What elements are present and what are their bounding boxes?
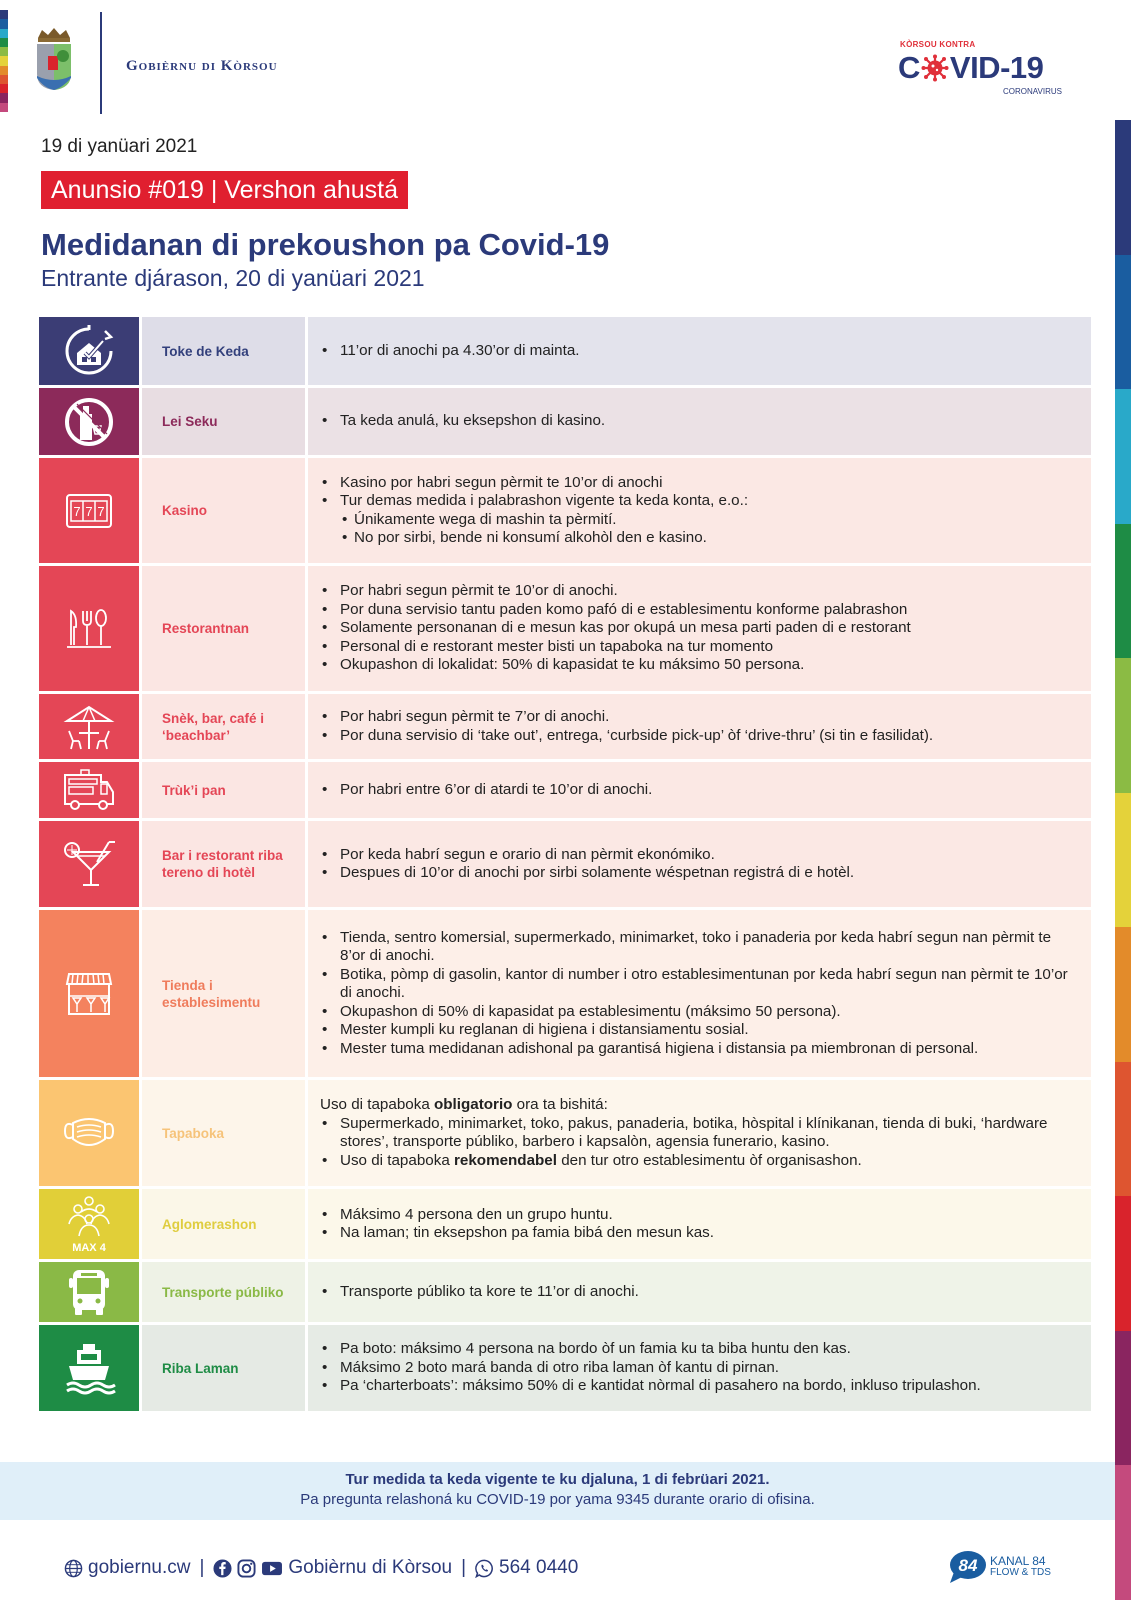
measure-intro xyxy=(320,1096,1079,1115)
kanal-providers: FLOW & TDS xyxy=(990,1567,1051,1578)
measure-bullet: • Despues di 10’or di anochi por sirbi solamente wéspetnan registrá di e hotèl. xyxy=(320,864,1079,883)
instagram-icon[interactable] xyxy=(237,1559,256,1578)
phone-number[interactable]: 564 0440 xyxy=(499,1557,579,1578)
measure-row xyxy=(39,458,1091,563)
measure-category-label: Restorantnan xyxy=(142,566,305,691)
measure-bullet xyxy=(320,1152,1079,1171)
measure-row xyxy=(39,388,1091,455)
footer-notice xyxy=(0,1462,1115,1520)
announcement-date: 19 di yanüari 2021 xyxy=(41,136,198,157)
left-color-strip xyxy=(0,10,8,112)
measure-bullet: • Por habri segun pèrmit te 7’or di anochi. xyxy=(320,708,1079,727)
measure-category-label: Toke de Keda xyxy=(142,317,305,385)
cutlery-icon xyxy=(61,601,117,657)
measure-icon-cell xyxy=(39,458,139,563)
svg-text:7: 7 xyxy=(97,503,105,519)
measure-category-label: Aglomerashon xyxy=(142,1189,305,1259)
text-segment: Uso di tapaboka xyxy=(320,1096,434,1113)
measure-bullet: • Solamente personanan di e mesun kas por okupá un mesa parti paden di e restorant xyxy=(320,619,1079,638)
measure-category-label: Lei Seku xyxy=(142,388,305,455)
covid-logo-rest: VID-19 xyxy=(949,50,1044,85)
measure-details xyxy=(308,1080,1091,1186)
cocktail-icon xyxy=(61,836,117,892)
measure-row xyxy=(39,1262,1091,1322)
korsou-kontra-covid-logo xyxy=(898,40,1068,100)
measure-category-label: Kasino xyxy=(142,458,305,563)
svg-text:7: 7 xyxy=(73,503,81,519)
measure-bullet: • Por duna servisio di ‘take out’, entrega, ‘curbside pick-up’ òf ‘drive-thru’ (si tin e fasilidat). xyxy=(320,727,1079,746)
strip-segment xyxy=(1115,255,1131,390)
measure-row xyxy=(39,1080,1091,1186)
kanal-text xyxy=(990,1555,1051,1579)
measure-bullet: • Personal di e restorant mester bisti un tapaboka na tur momento xyxy=(320,638,1079,657)
measure-details xyxy=(308,910,1091,1077)
separator: | xyxy=(461,1557,467,1578)
measure-category-label: Bar i restorant riba tereno di hotèl xyxy=(142,821,305,907)
measure-icon-cell xyxy=(39,1080,139,1186)
measure-category-label: Snèk, bar, café i ‘beachbar’ xyxy=(142,694,305,759)
measure-details xyxy=(308,762,1091,818)
measure-details xyxy=(308,458,1091,563)
measure-details xyxy=(308,317,1091,385)
measure-row xyxy=(39,910,1091,1077)
no-alcohol-icon xyxy=(61,394,117,450)
curfew-house-clock-icon xyxy=(61,323,117,379)
emphasis: rekomendabel xyxy=(453,1151,557,1169)
measure-bullet: • Okupashon di 50% di kapasidat pa establesimentu (máksimo 50 persona). xyxy=(320,1003,1079,1022)
measure-bullet: • Tur demas medida i palabrashon vigente ta keda konta, e.o.: xyxy=(320,492,1079,511)
covid-logo-c: C xyxy=(898,50,920,85)
measure-sub-bullet: • No por sirbi, bende ni konsumí alkohòl den e kasino. xyxy=(320,529,1079,548)
social-account-name[interactable]: Gobièrnu di Kòrsou xyxy=(288,1557,453,1578)
measure-bullet: • 11’or di anochi pa 4.30’or di mainta. xyxy=(320,342,1079,361)
measure-bullet: • Mester tuma medidanan adishonal pa garantisá higiena i distansia pa miembronan di personal. xyxy=(320,1040,1079,1059)
covid-logo-main xyxy=(898,50,1043,86)
measure-bullet: • Supermerkado, minimarket, toko, pakus, panaderia, botika, hòspital i klínikanan, tienda di buki, ‘hardware stores’, transporte públiko, barbero i kapsalòn, agensia funerario, kasino. xyxy=(320,1115,1079,1152)
strip-segment xyxy=(0,93,8,102)
measure-bullet: • Máksimo 2 boto mará banda di otro riba laman òf kantu di pirnan. xyxy=(320,1359,1079,1378)
government-name: Gobièrnu di Kòrsou xyxy=(126,58,278,74)
measure-sub-bullet: • Únikamente wega di mashin ta pèrmití. xyxy=(320,511,1079,530)
kanal-badge-text: 84 xyxy=(958,1556,978,1575)
facebook-icon[interactable] xyxy=(213,1559,232,1578)
measure-bullet: • Tienda, sentro komersial, supermerkado, minimarket, toko i panaderia por keda habrí segun nan pèrmit te 8’or di anochi. xyxy=(320,929,1079,966)
measure-icon-cell xyxy=(39,694,139,759)
measure-bullet: • Transporte públiko ta kore te 11’or di anochi. xyxy=(320,1283,1079,1302)
website-link[interactable]: gobiernu.cw xyxy=(88,1557,191,1578)
text-segment: den tur otro establesimentu òf organisashon. xyxy=(556,1151,862,1169)
measure-details xyxy=(308,566,1091,691)
measure-icon-cell xyxy=(39,762,139,818)
measure-icon-cell xyxy=(39,317,139,385)
measure-row xyxy=(39,566,1091,691)
measure-details xyxy=(308,821,1091,907)
measure-row xyxy=(39,762,1091,818)
group-people-icon xyxy=(61,1194,117,1240)
strip-segment xyxy=(0,29,8,38)
text-segment: ora ta bishitá: xyxy=(512,1096,608,1113)
strip-segment xyxy=(0,75,8,84)
strip-segment xyxy=(0,38,8,47)
youtube-icon[interactable] xyxy=(261,1559,283,1578)
food-truck-icon xyxy=(61,762,117,818)
contact-bar xyxy=(64,1557,578,1579)
footer-validity: Tur medida ta keda vigente te ku djaluna, 1 di febrüari 2021. xyxy=(345,1471,770,1488)
right-color-strip xyxy=(1115,120,1131,1600)
measure-bullet: • Botika, pòmp di gasolin, kantor di number i otro establesimentunan por keda habrí segun nan pèrmit te 10’or di anochi. xyxy=(320,966,1079,1003)
measure-category-label: Riba Laman xyxy=(142,1325,305,1411)
strip-segment xyxy=(1115,389,1131,524)
kanal-84-logo xyxy=(948,1550,1051,1584)
slot-machine-icon xyxy=(61,483,117,539)
measure-icon-cell xyxy=(39,388,139,455)
measure-row xyxy=(39,821,1091,907)
strip-segment xyxy=(0,19,8,28)
strip-segment xyxy=(1115,524,1131,659)
measure-bullet: • Por habri entre 6’or di atardi te 10’or di anochi. xyxy=(320,781,1079,800)
strip-segment xyxy=(1115,1196,1131,1331)
measure-bullet: • Okupashon di lokalidat: 50% di kapasidat te ku máksimo 50 persona. xyxy=(320,656,1079,675)
header-divider xyxy=(100,12,102,114)
strip-segment xyxy=(0,10,8,19)
separator: | xyxy=(199,1557,205,1578)
covid-logo-sub: CORONAVIRUS xyxy=(1003,87,1062,96)
measure-bullet: • Na laman; tin eksepshon pa famia bibá den mesun kas. xyxy=(320,1224,1079,1243)
max-group-size-label: MAX 4 xyxy=(72,1242,106,1254)
measure-bullet: • Pa boto: máksimo 4 persona na bordo òf un famia ku ta biba huntu den kas. xyxy=(320,1340,1079,1359)
measure-icon-cell xyxy=(39,910,139,1077)
measure-icon-cell xyxy=(39,1189,139,1259)
measure-bullet: • Por duna servisio tantu paden komo pafó di e establesimentu konforme palabrashon xyxy=(320,601,1079,620)
footer-hotline: Pa pregunta relashoná ku COVID-19 por yama 9345 durante orario di ofisina. xyxy=(300,1491,815,1508)
page-subtitle: Entrante djárason, 20 di yanüari 2021 xyxy=(41,265,425,291)
umbrella-table-icon xyxy=(61,699,117,755)
strip-segment xyxy=(1115,1465,1131,1600)
strip-segment xyxy=(1115,120,1131,255)
measure-category-label: Transporte públiko xyxy=(142,1262,305,1322)
announcement-badge: Anunsio #019 | Vershon ahustá xyxy=(41,171,408,209)
measure-icon-cell xyxy=(39,1262,139,1322)
measure-bullet: • Kasino por habri segun pèrmit te 10’or di anochi xyxy=(320,474,1079,493)
measure-bullet: • Por keda habrí segun e orario di nan pèrmit ekonómiko. xyxy=(320,846,1079,865)
strip-segment xyxy=(1115,1062,1131,1197)
svg-text:7: 7 xyxy=(85,503,93,519)
whatsapp-icon xyxy=(475,1559,494,1578)
measures-table xyxy=(39,317,1091,1414)
measure-icon-cell xyxy=(39,1325,139,1411)
kanal-name: KANAL 84 xyxy=(990,1554,1046,1568)
strip-segment xyxy=(0,56,8,65)
coat-of-arms-logo xyxy=(32,26,76,92)
page-title: Medidanan di prekoushon pa Covid-19 xyxy=(41,227,610,262)
measure-row xyxy=(39,1325,1091,1411)
measure-bullet: • Pa ‘charterboats’: máksimo 50% di e kantidat nòrmal di pasahero na bordo, inkluso tripulashon. xyxy=(320,1377,1079,1396)
measure-icon-cell xyxy=(39,566,139,691)
strip-segment xyxy=(0,103,8,112)
measure-row xyxy=(39,694,1091,759)
measure-bullet: • Ta keda anulá, ku eksepshon di kasino. xyxy=(320,412,1079,431)
measure-bullet: • Por habri segun pèrmit te 10’or di anochi. xyxy=(320,582,1079,601)
measure-bullet: • Máksimo 4 persona den un grupo huntu. xyxy=(320,1206,1079,1225)
measure-details xyxy=(308,388,1091,455)
measure-bullet: • Mester kumpli ku reglanan di higiena i distansiamentu sosial. xyxy=(320,1021,1079,1040)
measure-row xyxy=(39,317,1091,385)
measure-category-label: Trùk’i pan xyxy=(142,762,305,818)
measure-icon-cell xyxy=(39,821,139,907)
measure-category-label: Tapaboka xyxy=(142,1080,305,1186)
strip-segment xyxy=(1115,793,1131,928)
emphasis: obligatorio xyxy=(433,1096,513,1113)
speech-bubble-84-icon xyxy=(948,1550,986,1584)
face-mask-icon xyxy=(61,1105,117,1161)
text-segment: Uso di tapaboka xyxy=(340,1151,454,1169)
strip-segment xyxy=(0,84,8,93)
strip-segment xyxy=(0,66,8,75)
measure-category-label: Tienda i establesimentu xyxy=(142,910,305,1077)
measure-details xyxy=(308,1325,1091,1411)
globe-icon xyxy=(64,1559,83,1578)
strip-segment xyxy=(1115,1331,1131,1466)
storefront-icon xyxy=(61,966,117,1022)
strip-segment xyxy=(0,47,8,56)
measure-details xyxy=(308,694,1091,759)
bus-icon xyxy=(61,1264,117,1320)
strip-segment xyxy=(1115,927,1131,1062)
measure-details xyxy=(308,1189,1091,1259)
covid-logo-kontra: KÒRSOU KONTRA xyxy=(900,40,976,49)
virus-icon xyxy=(921,54,949,82)
measure-row xyxy=(39,1189,1091,1259)
ferry-boat-icon xyxy=(61,1340,117,1396)
measure-details xyxy=(308,1262,1091,1322)
strip-segment xyxy=(1115,658,1131,793)
